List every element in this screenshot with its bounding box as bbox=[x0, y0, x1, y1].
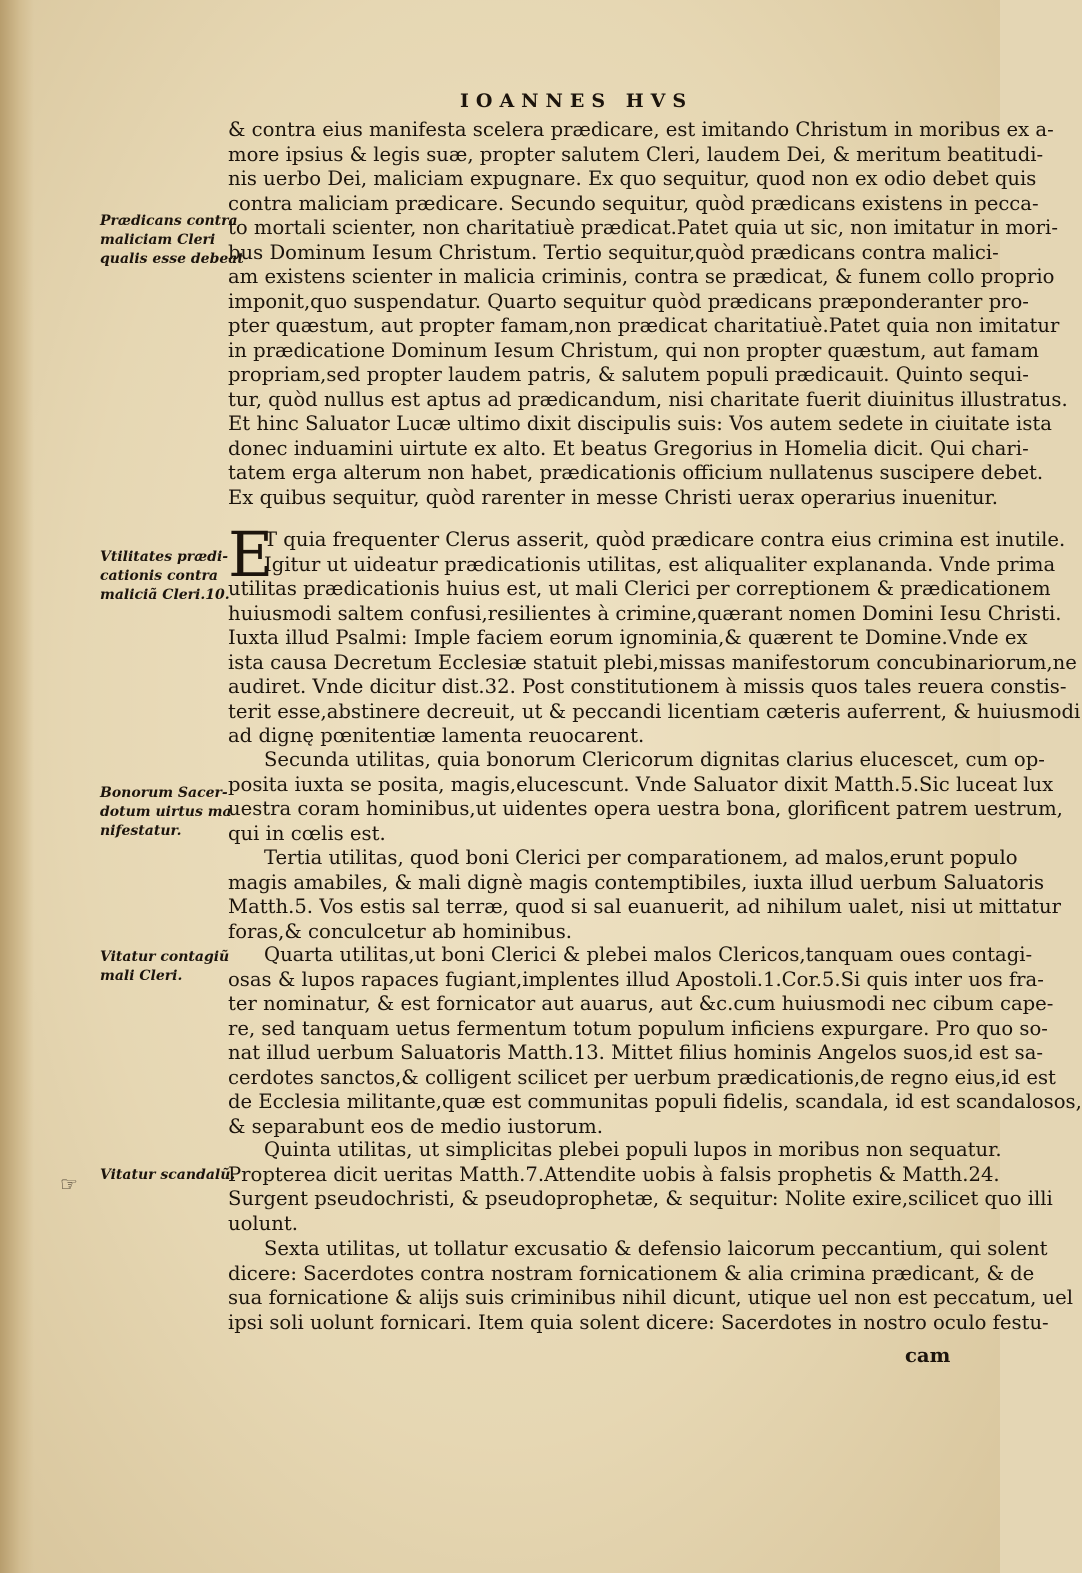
text-line: osas & lupos rapaces fugiant,implentes illud Apostoli.1.Cor.5.Si quis inter uos fra- bbox=[228, 967, 1044, 991]
text-line: Propterea dicit ueritas Matth.7.Attendite uobis à falsis prophetis & Matth.24. bbox=[228, 1162, 1000, 1186]
margin-note-line: nifestatur. bbox=[100, 823, 182, 839]
margin-note-line: maliciã Cleri.10. bbox=[100, 587, 230, 603]
margin-note-line: maliciam Cleri bbox=[100, 232, 216, 248]
margin-note-line: Vitatur scandalũ. bbox=[100, 1167, 236, 1183]
margin-note-line: cationis contra bbox=[100, 568, 218, 584]
text-line: Tertia utilitas, quod boni Clerici per comparationem, ad malos,erunt populo bbox=[264, 846, 1018, 869]
text-line: Quinta utilitas, ut simplicitas plebei populi lupos in moribus non sequatur. bbox=[264, 1138, 1002, 1161]
manicule-icon: ☞ bbox=[60, 1172, 78, 1196]
text-line: ad dignę pœnitentiæ lamenta reuocarent. bbox=[228, 724, 645, 747]
text-line: Ex quibus sequitur, quòd rarenter in messe Christi uerax operarius inuenitur. bbox=[228, 485, 998, 509]
text-line: qui in cœlis est. bbox=[228, 821, 386, 845]
text-line: am existens scienter in malicia criminis, contra se prædicat, & funem collo proprio bbox=[228, 265, 1055, 288]
margin-note-5 bbox=[100, 1166, 236, 1185]
margin-note-line: mali Cleri. bbox=[100, 968, 183, 984]
page-gutter bbox=[0, 0, 34, 1573]
text-line: foras,& conculcetur ab hominibus. bbox=[228, 919, 573, 943]
text-line: posita iuxta se posita, magis,elucescunt. Vnde Saluator dixit Matth.5.Sic luceat lux bbox=[228, 772, 1054, 796]
text-line: Iuxta illud Psalmi: Imple faciem eorum ignominia,& quærent te Domine.Vnde ex bbox=[228, 626, 1028, 649]
text-line: Matth.5. Vos estis sal terræ, quod si sal euanuerit, ad nihilum ualet, nisi ut mittatur bbox=[228, 895, 1061, 918]
text-line: bus Dominum Iesum Christum. Tertio sequitur,quòd prædicans contra malici- bbox=[228, 240, 999, 264]
text-line: tur, quòd nullus est aptus ad prædicandum, nisi charitate fuerit diuinitus illustratus. bbox=[228, 387, 1068, 411]
text-line: re, sed tanquam uetus fermentum totum populum inficiens expurgare. Pro quo so- bbox=[228, 1016, 1048, 1040]
margin-note-line: Vtilitates prædi- bbox=[100, 549, 229, 565]
text-line: de Ecclesia militante,quæ est communitas populi fidelis, scandala, id est scandalosos, bbox=[228, 1090, 1082, 1113]
text-line: Igitur ut uideatur prædicationis utilitas, est aliqualiter explananda. Vnde prima bbox=[264, 552, 1056, 576]
margin-note-line: qualis esse debeat bbox=[100, 251, 244, 267]
text-line: propriam,sed propter laudem patris, & salutem populi prædicauit. Quinto sequi- bbox=[228, 363, 1029, 386]
text-line: donec induamini uirtute ex alto. Et beatus Gregorius in Homelia dicit. Qui chari- bbox=[228, 436, 1029, 460]
text-line: imponit,quo suspendatur. Quarto sequitur quòd prædicans præponderanter pro- bbox=[228, 289, 1029, 313]
text-line: pter quæstum, aut propter famam,non prædicat charitatiuè.Patet quia non imitatur bbox=[228, 314, 1060, 337]
text-line: utilitas prædicationis huius est, ut mali Clerici per correptionem & prædicationem bbox=[228, 577, 1051, 600]
text-line: magis amabiles, & mali dignè magis contemptibiles, iuxta illud uerbum Saluatoris bbox=[228, 870, 1045, 894]
text-line: Quarta utilitas,ut boni Clerici & plebei malos Clericos,tanquam oues contagi- bbox=[264, 943, 1033, 966]
text-line: & contra eius manifesta scelera prædicare, est imitando Christum in moribus ex a- bbox=[228, 118, 1054, 141]
text-line: uolunt. bbox=[228, 1211, 299, 1235]
text-line: ter nominatur, & est fornicator aut auarus, aut &c.cum huiusmodi nec cibum cape- bbox=[228, 992, 1054, 1015]
text-block-1 bbox=[228, 118, 1068, 510]
text-line: huiusmodi saltem confusi,resilientes à crimine,quærant nomen Domini Iesu Christi. bbox=[228, 601, 1062, 625]
text-line: tatem erga alterum non habet, prædicationis officium nullatenus suscipere debet. bbox=[228, 461, 1044, 484]
text-block-6 bbox=[228, 1138, 1053, 1236]
margin-note-2 bbox=[100, 548, 228, 605]
text-block-5 bbox=[228, 943, 1082, 1139]
text-line: Et hinc Saluator Lucæ ultimo dixit discipulis suis: Vos autem sedete in ciuitate ista bbox=[228, 412, 1052, 435]
text-block-3 bbox=[228, 748, 1063, 846]
text-block-2 bbox=[228, 528, 1081, 749]
margin-note-1 bbox=[100, 212, 244, 269]
margin-note-line: Prædicans contra bbox=[100, 213, 238, 229]
text-line: cerdotes sanctos,& colligent scilicet per uerbum prædicationis,de regno eius,id est bbox=[228, 1065, 1056, 1089]
running-head: IOANNES HVS bbox=[460, 90, 694, 112]
text-line: & separabunt eos de medio iustorum. bbox=[228, 1114, 603, 1138]
text-line: ipsi soli uolunt fornicari. Item quia solent dicere: Sacerdotes in nostro oculo festu- bbox=[228, 1310, 1049, 1334]
text-line: ista causa Decretum Ecclesiæ statuit plebi,missas manifestorum concubinariorum,ne bbox=[228, 650, 1077, 674]
margin-note-4 bbox=[100, 948, 228, 986]
text-line: sua fornicatione & alijs suis criminibus nihil dicunt, utique uel non est peccatum, uel bbox=[228, 1286, 1074, 1309]
text-line: nis uerbo Dei, maliciam expugnare. Ex quo sequitur, quod non ex odio debet quis bbox=[228, 167, 1037, 190]
margin-note-3 bbox=[100, 784, 232, 841]
text-line: in prædicatione Dominum Iesum Christum, qui non propter quæstum, aut famam bbox=[228, 338, 1039, 362]
catchword: cam bbox=[905, 1344, 951, 1367]
text-block-4 bbox=[228, 846, 1061, 944]
margin-note-line: Vitatur contagiũ bbox=[100, 949, 230, 965]
margin-note-line: dotum uirtus ma bbox=[100, 804, 232, 820]
text-line: Secunda utilitas, quia bonorum Clericorum dignitas clarius elucescet, cum op- bbox=[264, 748, 1045, 771]
text-line: to mortali scienter, non charitatiuè prædicat.Patet quia ut sic, non imitatur in mori- bbox=[228, 216, 1058, 239]
text-line: Surgent pseudochristi, & pseudoprophetæ, & sequitur: Nolite exire,scilicet quo illi bbox=[228, 1187, 1053, 1210]
text-line: uestra coram hominibus,ut uidentes opera uestra bona, glorificent patrem uestrum, bbox=[228, 797, 1063, 820]
text-line: T quia frequenter Clerus asserit, quòd prædicare contra eius crimina est inutile. bbox=[264, 528, 1066, 551]
drop-cap: E bbox=[228, 518, 274, 591]
text-line: Sexta utilitas, ut tollatur excusatio & defensio laicorum peccantium, qui solent bbox=[264, 1237, 1048, 1260]
text-line: terit esse,abstinere decreuit, ut & peccandi licentiam cæteris auferrent, & huiusmodi bbox=[228, 699, 1081, 723]
text-block-7 bbox=[228, 1237, 1074, 1335]
text-line: nat illud uerbum Saluatoris Matth.13. Mittet filius hominis Angelos suos,id est sa- bbox=[228, 1041, 1043, 1064]
margin-note-line: Bonorum Sacer- bbox=[100, 785, 228, 801]
text-line: audiret. Vnde dicitur dist.32. Post constitutionem à missis quos tales reuera constis- bbox=[228, 675, 1067, 698]
text-line: dicere: Sacerdotes contra nostram fornicationem & alia crimina prædicant, & de bbox=[228, 1261, 1035, 1285]
text-line: more ipsius & legis suæ, propter salutem Cleri, laudem Dei, & meritum beatitudi- bbox=[228, 142, 1044, 166]
text-line: contra maliciam prædicare. Secundo sequitur, quòd prædicans existens in pecca- bbox=[228, 191, 1039, 215]
